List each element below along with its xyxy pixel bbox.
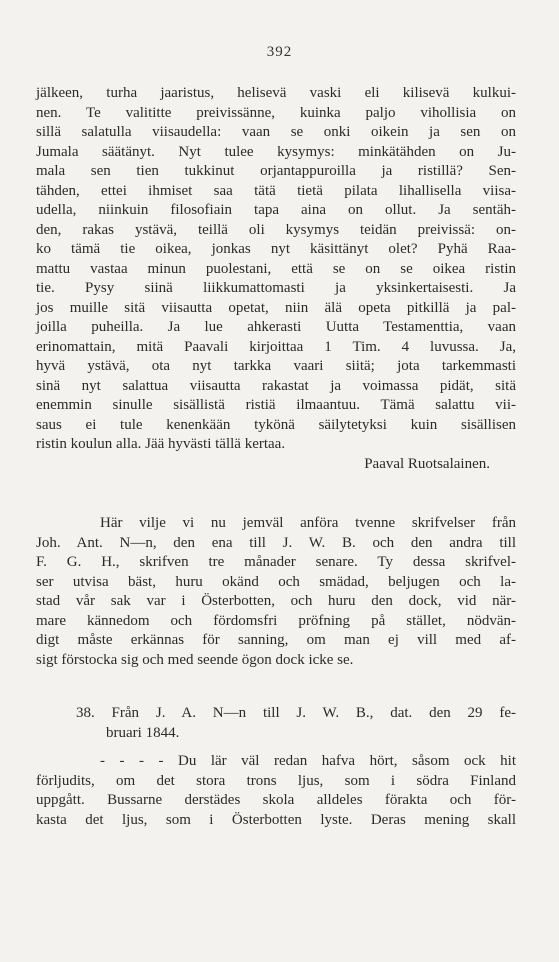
text-line: nen. Te valititte preivissänne, kuinka paljo vihollisia on (36, 104, 516, 121)
text-line: jos muille sitä viisautta opetat, niin älä opeta pitkillä ja pal- (36, 299, 516, 316)
text-line: ko tämä tie oikea, jonkas nyt käsittänyt olet? Pyhä Raa- (36, 241, 516, 257)
text-line: jälkeen, turha jaaristus, helisevä vaski eli kilisevä kulkui- (36, 85, 516, 101)
text-line: sigt förstocka sig och med seende ögon dock icke se. (36, 651, 354, 668)
text-line: Här vilje vi nu jemväl anföra tvenne skrifvelser från (100, 515, 516, 531)
letter-heading: 38. Från J. A. N—n till J. W. B., dat. den 29 fe- (76, 705, 516, 721)
signature: Paaval Ruotsalainen. (364, 455, 490, 472)
text-line: joilla puheilla. Ja lue ahkerasti Uutta Testamenttia, vaan (36, 319, 516, 335)
text-line: ristin koulun alla. Jää hyvästi tällä kertaa. (36, 436, 286, 452)
text-line: kasta det ljus, som i Österbotten lyste. Deras mening skall (36, 811, 516, 828)
text-line: - - - - Du lär väl redan hafva hört, såsom ock hit (100, 753, 516, 769)
text-line: saus ei tule kenenkään tykönä säilytetyksi kuin sisällisen (36, 416, 516, 433)
letter-38-heading (36, 704, 516, 743)
text-line: enemmin sinulle sisällistä ristiä ilmaantuu. Tämä salattu vii- (36, 397, 516, 413)
text-line: udella, niinkuin filosofiain tapa aina on ollut. Ja sentäh- (36, 202, 516, 218)
text-line: stad vår sak var i Österbotten, och huru den dock, vid när- (36, 593, 516, 609)
text-line: mattu vastaa minun puolestani, että se on se oikea ristin (36, 260, 516, 277)
text-line: förljudits, om det stora trons ljus, som i södra Finland (36, 772, 516, 789)
text-line: mare kännedom och fördomsfri pröfning på stället, nödvän- (36, 612, 516, 629)
text-line: uppgått. Bussarne derstädes skola alldeles förakta och för- (36, 792, 516, 808)
text-line: hyvä ystävä, ota nyt tarkka vaari siitä; jota tarkemmasti (36, 358, 516, 374)
text-line: sinä nyt salattua viisautta rakastat ja voimassa pidät, sitä (36, 377, 516, 394)
swedish-note-text (36, 514, 516, 670)
text-line: F. G. H., skrifven tre månader senare. Ty dessa skrifvel- (36, 554, 516, 570)
text-line: erinomattain, mitä Paavali kirjoittaa 1 Tim. 4 luvussa. Ja, (36, 338, 516, 355)
page-number: 392 (266, 44, 293, 60)
text-line: tie. Pysy siinä liikkumattomasti ja yksinkertaisesti. Ja (36, 280, 516, 296)
text-line: digt måste erkännas för sanning, om man ej vill med af- (36, 632, 516, 648)
text-line: ser utvisa bäst, huru okänd och smädad, beljugen och la- (36, 573, 516, 590)
text-line: den, rakas ystävä, teillä oli kysymys teidän preivissä: on- (36, 221, 516, 238)
text-line: sillä salatulla viisaudella: vaan se onki oikein ja sen on (36, 124, 516, 140)
letter-38-text (36, 752, 516, 830)
text-line: mala sen tien tukkinut orjantappuroilla ja ristillä? Sen- (36, 163, 516, 179)
letter-heading-cont: bruari 1844. (106, 724, 180, 741)
text-line: Jumala säätänyt. Nyt tulee kysymys: minkätähden on Ju- (36, 143, 516, 160)
finnish-letter-text (36, 84, 516, 474)
text-line: tähden, ettei ihmiset saa tätä tietä pilata lihallisella viisa- (36, 182, 516, 199)
text-line: Joh. Ant. N—n, den ena till J. W. B. och den andra till (36, 534, 516, 551)
